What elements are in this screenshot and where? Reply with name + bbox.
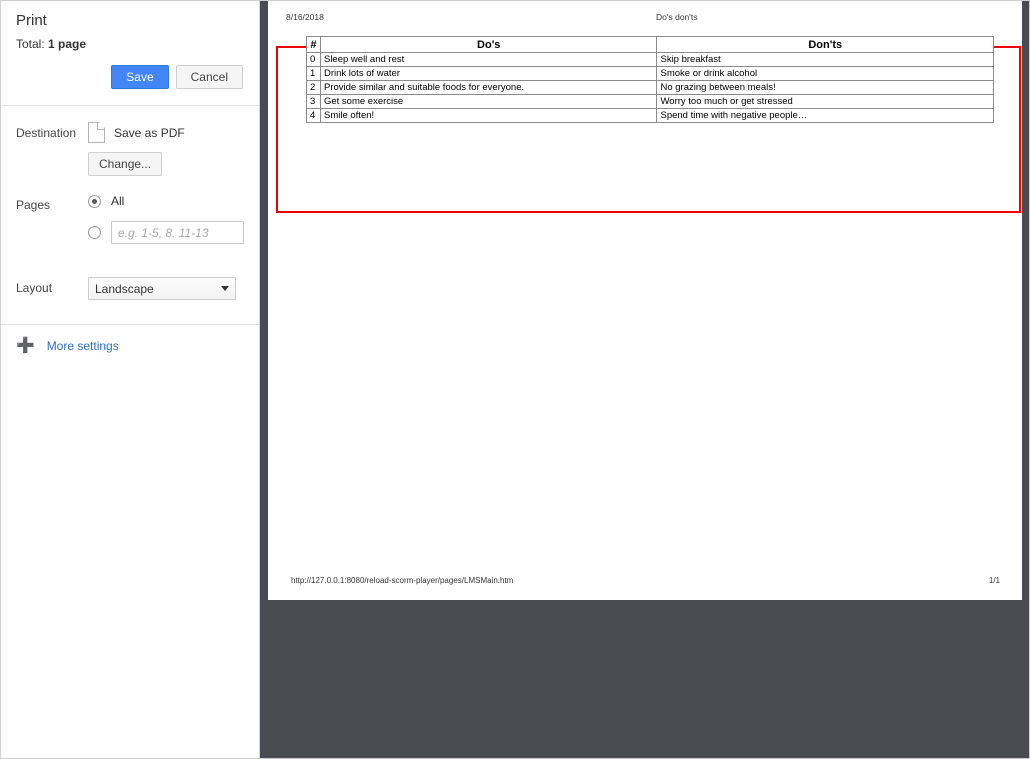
cell-number: 2 [307,81,321,95]
column-header-dos: Do's [320,37,657,53]
destination-value: Save as PDF [114,125,185,140]
cell-number: 4 [307,109,321,123]
cell-number: 3 [307,95,321,109]
more-settings-label: More settings [46,339,119,353]
total-pages-summary [0,29,259,51]
header-title: Do's don'ts [656,12,698,22]
total-label: Total: [16,37,45,51]
radio-all-icon[interactable] [88,195,101,208]
change-destination-button[interactable]: Change... [88,152,162,176]
header-date: 8/16/2018 [286,12,324,22]
pages-row [16,194,243,257]
footer-page-number: 1/1 [988,576,1000,585]
cell-dont: Skip breakfast [657,53,994,67]
dos-donts-table [306,36,994,123]
destination-label: Destination [16,126,77,140]
chevron-down-icon [221,286,229,291]
layout-selected-value: Landscape [95,281,154,296]
pages-all-label: All [111,194,125,208]
table-header-row [307,37,994,53]
cell-do: Smile often! [320,109,657,123]
footer-url: http://127.0.0.1:8080/reload-scorm-player/pages/LMSMain.htm [291,576,514,585]
print-preview-area[interactable] [260,0,1030,759]
cell-do: Drink lots of water [320,67,657,81]
table-row [307,53,994,67]
cell-do: Sleep well and rest [320,53,657,67]
print-dialog [0,0,260,759]
cell-dont: Worry too much or get stressed [657,95,994,109]
cell-dont: Spend time with negative people… [657,109,994,123]
dialog-actions [0,51,259,105]
layout-label: Layout [16,281,53,295]
total-value: 1 page [48,37,87,51]
save-button[interactable]: Save [111,65,168,89]
radio-custom-icon[interactable] [88,226,101,239]
column-header-number: # [307,37,321,53]
pages-custom-option[interactable] [88,221,244,244]
table-row [307,81,994,95]
destination-section [0,106,259,324]
destination-value-line[interactable] [88,122,243,143]
cell-number: 0 [307,53,321,67]
pages-all-option[interactable] [88,194,244,208]
layout-select[interactable] [88,277,236,300]
preview-page [268,0,1022,600]
pages-label: Pages [16,198,51,212]
cancel-button[interactable]: Cancel [176,65,243,89]
table-row [307,67,994,81]
layout-row [16,277,243,300]
cell-dont: Smoke or drink alcohol [657,67,994,81]
pages-range-input[interactable] [111,221,244,244]
cell-do: Get some exercise [320,95,657,109]
cell-dont: No grazing between meals! [657,81,994,95]
table-row [307,109,994,123]
column-header-donts: Don'ts [657,37,994,53]
document-icon [88,122,105,143]
cell-number: 1 [307,67,321,81]
table-row [307,95,994,109]
destination-row [16,122,243,176]
more-settings-toggle[interactable] [0,325,259,367]
cell-do: Provide similar and suitable foods for everyone. [320,81,657,95]
plus-icon: ➕ [16,337,35,354]
page-title: Print [16,12,47,29]
